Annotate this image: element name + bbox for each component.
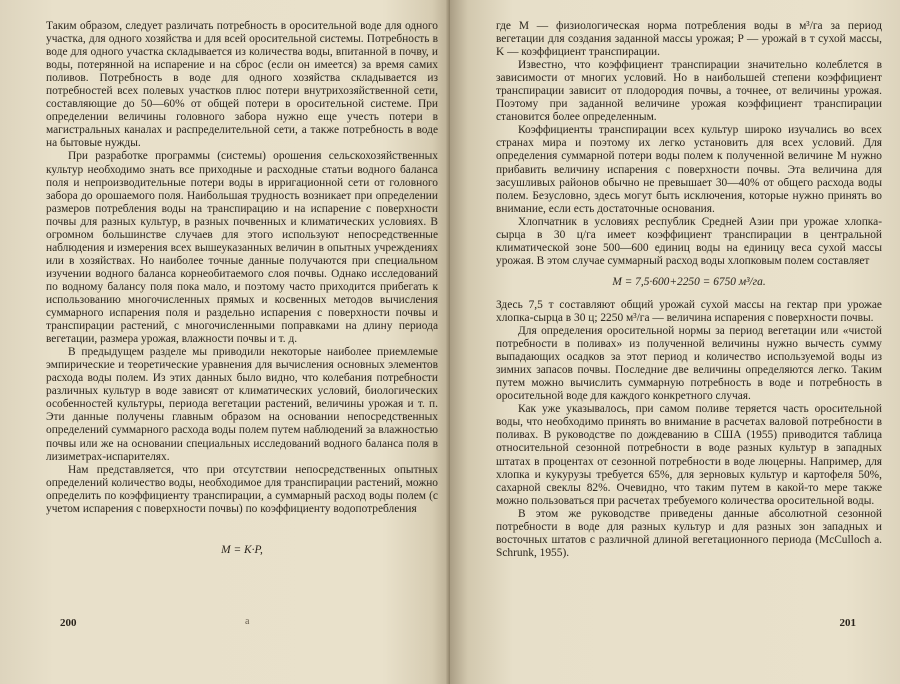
- right-paragraph-2: Известно, что коэффициент транспирации значительно колеблется в зависимости от многих условий. Но в наибольшей степени коэффициент транспирации зависит от плодородия почвы, а точнее, от величины урожая. Поэтому при заданной величине урожая коэффициент транспирации становится более определенным.: [496, 59, 882, 124]
- right-page: [450, 0, 900, 684]
- left-paragraph-3: В предыдущем разделе мы приводили некоторые наиболее приемлемые эмпирические и теоретические уравнения для вычисления основных элементов расхода воды полем. Из этих данных было видно, что колебания потребности различных культур в воде зависят от климатических условий, биологических особенностей культуры, периода вегетации растений, величины урожая и т. п. Эти данные получены главным образом на основании непосредственных определений суммарного расхода воды полем путем наблюдений за влажностью почвы или же на основании специальных исследований водного баланса поля в лизиметрах-испарителях.: [46, 346, 438, 463]
- left-paragraph-2: При разработке программы (системы) орошения сельскохозяйственных культур необходимо знать все приходные и расходные статьи водного баланса поля и непроизводительные потери воды в ирригационной сети от головного забора до орошаемого поля. Наибольшая трудность возникает при определении размеров потребления воды на транспирацию и на испарение с поверхности почвы для разных культур, в разных почвенных и климатических условиях. В огромном большинстве случаев для этого используют непосредственные наблюдения и измерения всех вышеуказанных величин в опытных учреждениях или в хозяйствах. Но наиболее точные данные получаются при специальном изучении водного баланса корнеобитаемого слоя почвы. Однако исследований по водному балансу поля пока мало, и поэтому часто приходится прибегать к использованию многочисленных прямых и косвенных методов вычисления суммарного испарения поля и раздельно испарения с поверхности почвы и транспирации растений, с многочисленными поправками на длину периода вегетации, размера урожая, влажности почвы и т. д.: [46, 150, 438, 346]
- left-paragraph-1: Таким образом, следует различать потребность в оросительной воде для одного участка, для одного хозяйства и для всей оросительной системы. Потребность в воде для одного участка складывается из количества воды, впитанной в почву, и воды, потерянной на испарение и на сброс (если он имеется) за время самих поливов. Потребность в воде для одного хозяйства складывается из потребностей всех полевых участков плюс потери внутрихозяйственной сети, составляющие до 50—60% от общей потери в оросительной системе. При определении величины головного забора нужно еще учесть потери в магистральных каналах и распределительной сети, а также потребность в воде на бытовые нужды.: [46, 20, 438, 150]
- left-page-number: 200: [60, 616, 77, 629]
- right-paragraph-3: Коэффициенты транспирации всех культур широко изучались во всех странах мира и поэтому их легко установить для всех условий. Для определения суммарной потери воды полем к полученной величине M нужно прибавить величину испарения с поверхности почвы. Эта величина для засушливых районов обычно не превышает 30—40% от общего расхода воды полем. Безусловно, здесь могут быть исключения, которые нужно принять во внимание, если есть достаточные основания.: [496, 124, 882, 215]
- right-paragraph-1: где M — физиологическая норма потребления воды в м³/га за период вегетации для создания заданной массы урожая; P — урожай в т сухой массы, K — коэффициент транспирации.: [496, 20, 882, 59]
- right-paragraph-8: В этом же руководстве приведены данные абсолютной сезонной потребности в воде для разных культур и для разных зон западных и восточных штатов с различной длиной вегетационного периода (McCulloch a. Schrunk, 1955).: [496, 507, 882, 559]
- margin-mark: a: [245, 615, 250, 627]
- right-paragraph-4: Хлопчатник в условиях республик Средней Азии при урожае хлопка-сырца в 30 ц/га имеет коэффициент транспирации в центральной климатической зоне 500—600 единиц воды на единицу веса сухой массы урожая. В этом случае суммарный расход воды хлопковым полем составляет: [496, 215, 882, 267]
- right-paragraph-5: Здесь 7,5 т составляют общий урожай сухой массы на гектар при урожае хлопка-сырца в 30 ц; 2250 м³/га — величина испарения с поверхности почвы.: [496, 298, 882, 324]
- left-paragraph-4: Нам представляется, что при отсутствии непосредственных опытных определений количество воды, необходимое для транспирации растений, можно определить по коэффициенту транспирации, а суммарный расход воды полем (с учетом испарения с поверхности почвы) по коэффициенту водопотребления: [46, 463, 438, 515]
- right-paragraph-7: Как уже указывалось, при самом поливе теряется часть оросительной воды, что необходимо принять во внимание в расчетах валовой потребности в поливах. В руководстве по дождеванию в США (1955) приводится таблица относительной сезонной потребности в воде разных культур в западных штатах в процентах от сезонной потребности в воде люцерны. Например, для хлопка и кукурузы требуется 65%, для зерновых культур и картофеля 50%, сахарной свеклы 82%. Очевидно, что таким путем в какой-то мере также можно пользоваться при расчетах требуемого количества оросительной воды.: [496, 403, 882, 507]
- water-consumption-formula: M = 7,5·600+2250 = 6750 м³/га.: [612, 275, 766, 288]
- right-page-number: 201: [839, 616, 856, 629]
- right-paragraph-6: Для определения оросительной нормы за период вегетации или «чистой потребности в поливах» из полученной величины нужно вычесть сумму выпадающих осадков за этот период и количество используемой воды из зимних запасов почвы. Последние две величины определяются легко. Таким путем можно вычислить суммарную потребность в воде и потребность в оросительной воде для каждого конкретного случая.: [496, 325, 882, 403]
- transpiration-formula: M = K·P,: [221, 543, 263, 556]
